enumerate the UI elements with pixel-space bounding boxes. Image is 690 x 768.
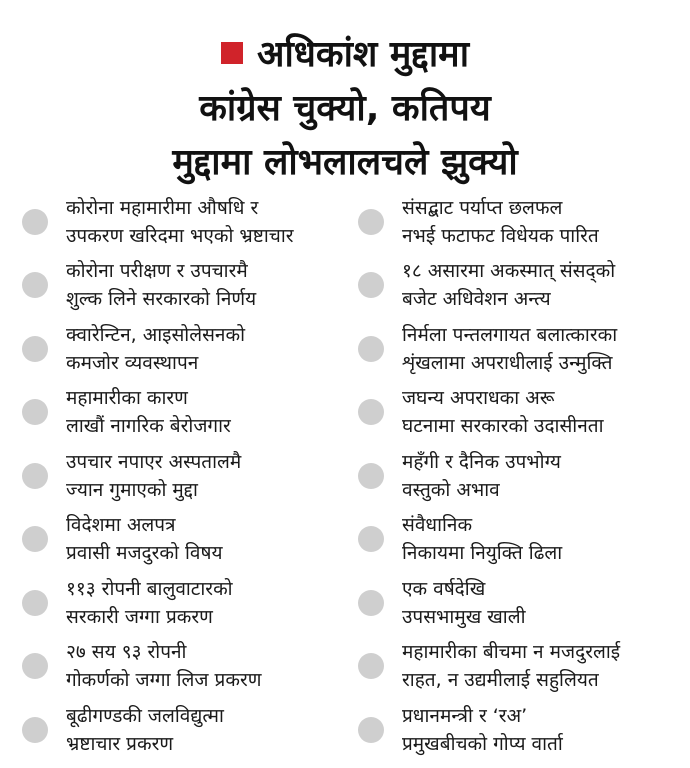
- list-item-line: एक वर्षदेखि: [402, 577, 486, 600]
- bullet-icon: [358, 653, 384, 679]
- list-item-line: कोरोना परीक्षण र उपचारमै: [66, 260, 248, 283]
- list-item-text: [66, 702, 224, 758]
- list-item-line: क्वारेन्टिन, आइसोलेसनको: [66, 323, 245, 346]
- list-item: [352, 381, 672, 445]
- list-item-line: नभई फटाफट विधेयक पारित: [402, 224, 599, 247]
- list-item: [22, 254, 352, 318]
- list-item-line: कोरोना महामारीमा औषधि र: [66, 196, 259, 219]
- bullet-icon: [22, 209, 48, 235]
- list-item-text: [402, 511, 562, 567]
- bullet-icon: [358, 463, 384, 489]
- list-item-text: [402, 384, 604, 440]
- bullet-icon: [22, 272, 48, 298]
- list-item-line: संसद्बाट पर्याप्त छलफल: [402, 196, 563, 219]
- list-item-text: [402, 257, 615, 313]
- list-item-text: [66, 257, 256, 313]
- bullet-icon: [22, 590, 48, 616]
- list-item: [22, 444, 352, 508]
- list-item-line: राहत, न उद्यमीलाई सहुलियत: [402, 669, 599, 692]
- list-item-line: प्रवासी मजदुरको विषय: [66, 542, 223, 565]
- list-item-line: ११३ रोपनी बालुवाटारको: [66, 577, 233, 600]
- list-item-line: कमजोर व्यवस्थापन: [66, 351, 199, 374]
- headline: [0, 28, 690, 190]
- list-item-line: सरकारी जग्गा प्रकरण: [66, 605, 213, 628]
- list-item-line: उपचार नपाएर अस्पतालमै: [66, 450, 242, 473]
- list-item: [352, 190, 672, 254]
- list-item: [22, 635, 352, 699]
- list-item-text: [66, 194, 294, 250]
- list-item: [352, 571, 672, 635]
- list-item: [352, 698, 672, 762]
- list-item: [352, 254, 672, 318]
- list-item-line: निकायमा नियुक्ति ढिला: [402, 542, 563, 565]
- list-item-text: [402, 321, 617, 377]
- headline-text-1: अधिकांश मुद्दामा: [256, 34, 470, 75]
- list-item-line: भ्रष्टाचार प्रकरण: [66, 732, 174, 755]
- bullet-icon: [22, 399, 48, 425]
- list-item-text: [66, 384, 231, 440]
- list-item-text: [402, 194, 599, 250]
- list-item-text: [402, 448, 561, 504]
- list-item-line: लाखौं नागरिक बेरोजगार: [66, 415, 231, 438]
- list-item: [352, 635, 672, 699]
- bullet-icon: [22, 717, 48, 743]
- list-item-line: गोकर्णको जग्गा लिज प्रकरण: [66, 669, 262, 692]
- list-item-line: उपकरण खरिदमा भएको भ्रष्टाचार: [66, 224, 294, 247]
- list-item-line: वस्तुको अभाव: [402, 478, 500, 501]
- list-item-text: [66, 321, 245, 377]
- list-item-text: [66, 511, 222, 567]
- list-item-line: ज्यान गुमाएको मुद्दा: [66, 478, 198, 501]
- list-item-line: निर्मला पन्तलगायत बलात्कारका: [402, 323, 618, 346]
- list-item-line: संवैधानिक: [402, 514, 473, 537]
- list-item-text: [402, 575, 526, 631]
- bullet-icon: [358, 336, 384, 362]
- list-item-line: बूढीगण्डकी जलविद्युत्मा: [66, 704, 224, 727]
- list-item-line: विदेशमा अलपत्र: [66, 514, 176, 537]
- list-item-text: [402, 638, 620, 694]
- headline-line-2: कांग्रेस चुक्यो, कतिपय: [199, 88, 491, 129]
- list-item-line: महँगी र दैनिक उपभोग्य: [402, 450, 561, 473]
- list-item: [352, 444, 672, 508]
- list-item-line: १८ असारमा अकस्मात् संसद्को: [402, 260, 616, 283]
- list-item-text: [66, 638, 261, 694]
- list-item-line: महामारीका बीचमा न मजदुरलाई: [402, 641, 621, 664]
- list-item-text: [66, 448, 241, 504]
- list-item: [22, 508, 352, 572]
- list-item-line: २७ सय ९३ रोपनी: [66, 641, 187, 664]
- issues-list: [22, 190, 672, 762]
- bullet-icon: [22, 653, 48, 679]
- list-item-line: घटनामा सरकारको उदासीनता: [402, 415, 604, 438]
- list-item-text: [402, 702, 563, 758]
- list-item: [22, 317, 352, 381]
- list-item-line: शुल्क लिने सरकारको निर्णय: [66, 288, 257, 311]
- bullet-icon: [22, 336, 48, 362]
- list-item-line: शृंखलामा अपराधीलाई उन्मुक्ति: [402, 351, 613, 374]
- list-item-line: प्रधानमन्त्री र ‘रअ’: [402, 704, 528, 727]
- bullet-icon: [358, 272, 384, 298]
- list-item-line: उपसभामुख खाली: [402, 605, 526, 628]
- list-item: [22, 381, 352, 445]
- list-item: [352, 508, 672, 572]
- list-item-line: जघन्य अपराधका अरू: [402, 387, 555, 410]
- list-item-text: [66, 575, 233, 631]
- bullet-icon: [358, 209, 384, 235]
- bullet-icon: [358, 399, 384, 425]
- bullet-icon: [358, 717, 384, 743]
- headline-line-1: [0, 28, 690, 82]
- list-item: [352, 317, 672, 381]
- bullet-icon: [358, 526, 384, 552]
- list-item: [22, 698, 352, 762]
- list-item-line: महामारीका कारण: [66, 387, 188, 410]
- bullet-icon: [358, 590, 384, 616]
- bullet-icon: [22, 463, 48, 489]
- list-item: [22, 190, 352, 254]
- headline-line-3: मुद्दामा लोभलालचले झुक्यो: [172, 142, 518, 183]
- bullet-icon: [22, 526, 48, 552]
- list-item: [22, 571, 352, 635]
- list-item-line: बजेट अधिवेशन अन्त्य: [402, 288, 551, 311]
- red-square-icon: [221, 42, 243, 64]
- list-item-line: प्रमुखबीचको गोप्य वार्ता: [402, 732, 563, 755]
